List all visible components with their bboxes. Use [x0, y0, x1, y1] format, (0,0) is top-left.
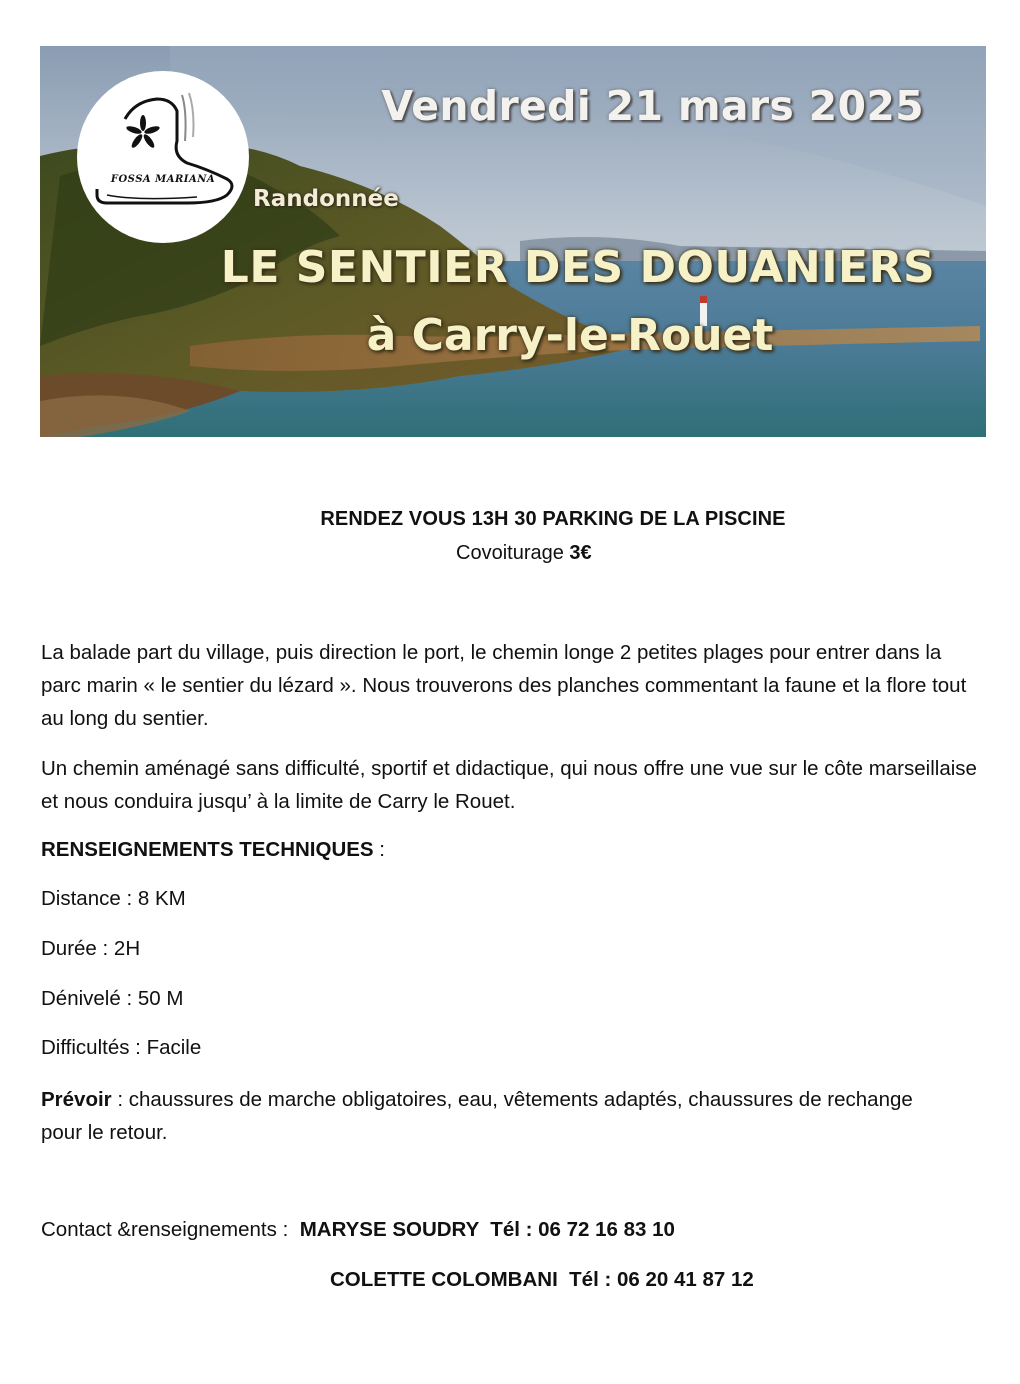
- event-title-line1: LE SENTIER DES DOUANIERS: [220, 242, 936, 293]
- bring-paragraph: [41, 1083, 921, 1149]
- contact-person-2: COLETTE COLOMBANI Tél : 06 20 41 87 12: [330, 1268, 754, 1291]
- rendezvous-line: RENDEZ VOUS 13H 30 PARKING DE LA PISCINE: [320, 508, 786, 530]
- contact-line-1: [41, 1218, 675, 1242]
- contact-person-1: MARYSE SOUDRY Tél : 06 72 16 83 10: [299, 1218, 675, 1241]
- carpool-price: 3€: [569, 542, 592, 564]
- logo-text: FOSSA MARIANA: [110, 174, 216, 185]
- logo-emblem: [77, 71, 249, 243]
- difficulty-value: Difficultés : Facile: [41, 1036, 202, 1059]
- event-title-line2: à Carry-le-Rouet: [366, 310, 774, 361]
- description-paragraph-1: La balade part du village, puis direction le port, le chemin longe 2 petites plages pour entrer dans la parc marin « le sentier du lézard ». Nous trouverons des planches commentant la faune et la flore tout au long du sentier.: [41, 641, 967, 730]
- description-paragraph-2: Un chemin aménagé sans difficulté, sportif et didactique, qui nous offre une vue sur le côte marseillaise et nous conduira jusqu’ à la limite de Carry le Rouet.: [41, 757, 977, 813]
- duration-value: Durée : 2H: [41, 937, 141, 960]
- event-date: Vendredi 21 mars 2025: [381, 82, 924, 130]
- technical-heading-suffix: :: [373, 838, 386, 861]
- technical-heading-label: RENSEIGNEMENTS TECHNIQUES: [41, 838, 374, 861]
- header-banner: [40, 46, 986, 437]
- contact-label: Contact &renseignements :: [41, 1218, 289, 1241]
- elevation-value: Dénivelé : 50 M: [41, 987, 184, 1010]
- bring-text: : chaussures de marche obligatoires, eau, vêtements adaptés, chaussures de rechange pour le retour.: [41, 1088, 913, 1144]
- distance-value: Distance : 8 KM: [41, 887, 186, 910]
- carpool-label: Covoiturage: [456, 542, 564, 564]
- bring-label: Prévoir: [41, 1088, 112, 1111]
- carpool-line: [456, 542, 592, 565]
- event-category: Randonnée: [253, 186, 399, 212]
- technical-heading: [41, 838, 385, 862]
- fossa-mariana-logo: [77, 71, 249, 243]
